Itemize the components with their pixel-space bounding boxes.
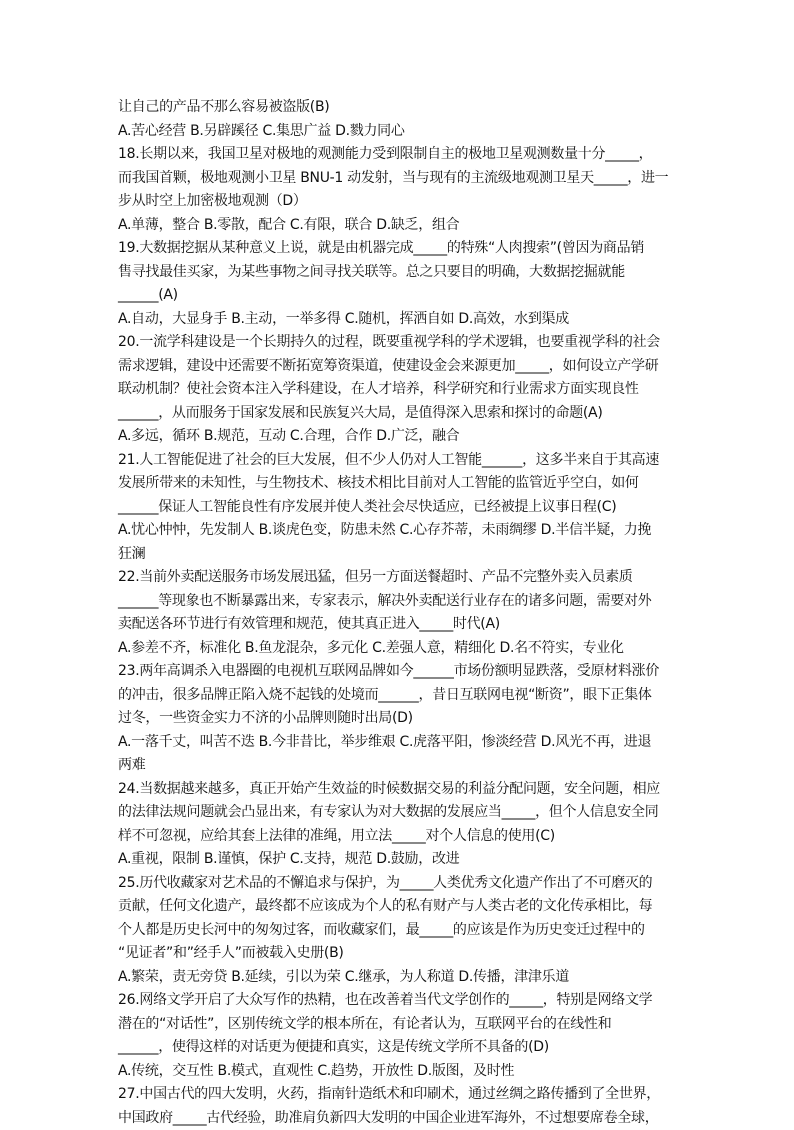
text-line: A.自动，大显身手 B.主动，一举多得 C.随机，挥洒自如 D.高效，水到渠成 xyxy=(118,308,678,332)
text-line: 发展所带来的未知性，与生物技术、核技术相比目前对人工智能的监管近乎空白，如何 xyxy=(118,472,678,496)
text-line: 让自己的产品不那么容易被盗版(B) xyxy=(118,96,678,120)
text-line: ______(A) xyxy=(118,284,678,308)
text-line: 25.历代收藏家对艺术品的不懈追求与保护，为_____人类优秀文化遗产作出了不可磨灭的 xyxy=(118,872,678,896)
text-line: 中国政府_____古代经验，助准肩负新四大发明的中国企业进军海外，不过想要席卷全球， xyxy=(118,1107,678,1130)
text-line: 贡献，任何文化遗产，最终都不应该成为个人的私有财产与人类古老的文化传承相比，每 xyxy=(118,895,678,919)
text-line: A.一落千丈，叫苦不迭 B.今非昔比，举步维艰 C.虎落平阳，惨淡经营 D.风光不再，进退 xyxy=(118,731,678,755)
text-line: 两难 xyxy=(118,754,678,778)
text-line: 27.中国古代的四大发明，火药，指南针造纸术和印刷术，通过丝绸之路传播到了全世界， xyxy=(118,1083,678,1107)
text-line: 联动机制？使社会资本注入学科建设，在人才培养，科学研究和行业需求方面实现良性 xyxy=(118,378,678,402)
text-line: 19.大数据挖据从某种意义上说，就是由机器完成_____的特殊“人肉搜索”(曾因为商品销 xyxy=(118,237,678,261)
text-line: 26.网络文学开启了大众写作的热精，也在改善着当代文学创作的_____，特别是网络文学 xyxy=(118,989,678,1013)
text-line: 步从时空上加密极地观测（D） xyxy=(118,190,678,214)
text-line: A.单薄，整合 B.零散，配合 C.有限，联合 D.缺乏，组合 xyxy=(118,214,678,238)
text-line: 18.长期以来，我国卫星对极地的观测能力受到限制自主的极地卫星观测数量十分_____， xyxy=(118,143,678,167)
text-line: ______，从而服务于国家发展和民族复兴大局，是值得深入思索和探讨的命题(A) xyxy=(118,402,678,426)
text-line: ______保证人工智能良性有序发展并使人类社会尽快适应，已经被提上议事日程(C) xyxy=(118,496,678,520)
text-line: ______，使得这样的对话更为便捷和真实，这是传统文学所不具备的(D) xyxy=(118,1036,678,1060)
text-line: ______等现象也不断暴露出来，专家表示，解决外卖配送行业存在的诸多问题，需要对外 xyxy=(118,590,678,614)
text-line: 样不可忽视，应给其套上法律的准绳，用立法_____对个人信息的使用(C) xyxy=(118,825,678,849)
document-page xyxy=(118,96,678,1130)
text-line: A.忧心忡忡，先发制人 B.谈虎色变，防患未然 C.心存芥蒂，未雨绸缪 D.半信半疑，力挽 xyxy=(118,519,678,543)
text-line: 需求逻辑，建设中还需要不断拓宽筹资渠道，使建设金会来源更加_____，如何设立产学研 xyxy=(118,355,678,379)
text-line: 狂澜 xyxy=(118,543,678,567)
text-line: 潜在的“对话性”，区别传统文学的根本所在，有论者认为，互联网平台的在线性和 xyxy=(118,1013,678,1037)
text-line: A.参差不齐，标准化 B.鱼龙混杂，多元化 C.差强人意，精细化 D.名不符实，专业化 xyxy=(118,637,678,661)
text-line: 的冲击，很多品牌正陷入烧不起钱的处境而______，昔日互联网电视“断资”，眼下正集体 xyxy=(118,684,678,708)
text-line: 个人都是历史长河中的匆匆过客，而收藏家们，最_____的应该是作为历史变迁过程中的 xyxy=(118,919,678,943)
text-line: 22.当前外卖配送服务市场发展迅猛，但另一方面送餐超时、产品不完整外卖入员素质 xyxy=(118,566,678,590)
text-line: 23.两年高调杀入电器圈的电视机互联网品牌如今______市场份额明显跌落，受原材料涨价 xyxy=(118,660,678,684)
text-line: 的法律法规问题就会凸显出来，有专家认为对大数据的发展应当_____，但个人信息安全同 xyxy=(118,801,678,825)
text-line: 21.人工智能促进了社会的巨大发展，但不少人仍对人工智能______，这多半来自于其高速 xyxy=(118,449,678,473)
text-line: A.多远，循环 B.规范，互动 C.合理，合作 D.广泛，融合 xyxy=(118,425,678,449)
text-line: 24.当数据越来越多，真正开始产生效益的时候数据交易的利益分配问题，安全问题，相应 xyxy=(118,778,678,802)
text-line: A.重视，限制 B.谨慎，保护 C.支持，规范 D.鼓励，改进 xyxy=(118,848,678,872)
text-line: A.苦心经营 B.另辟蹊径 C.集思广益 D.戮力同心 xyxy=(118,120,678,144)
text-line: 过冬，一些资金实力不济的小品牌则随时出局(D) xyxy=(118,707,678,731)
text-line: 卖配送各环节进行有效管理和规范，使其真正进入_____时代(A) xyxy=(118,613,678,637)
text-line: A.传统，交互性 B.模式，直观性 C.趋势，开放性 D.版图，及时性 xyxy=(118,1060,678,1084)
text-line: 而我国首颗，极地观测小卫星 BNU-1 动发射，当与现有的主流级地观测卫星天_____，进一 xyxy=(118,167,678,191)
text-line: A.繁荣，责无旁贷 B.延续，引以为荣 C.继承，为人称道 D.传播，津津乐道 xyxy=(118,966,678,990)
text-line: “见证者”和”经手人”而被载入史册(B) xyxy=(118,942,678,966)
text-line: 20.一流学科建设是一个长期持久的过程，既要重视学科的学术逻辑，也要重视学科的社会 xyxy=(118,331,678,355)
text-line: 售寻找最佳买家，为某些事物之间寻找关联等。总之只要目的明确，大数据挖掘就能 xyxy=(118,261,678,285)
